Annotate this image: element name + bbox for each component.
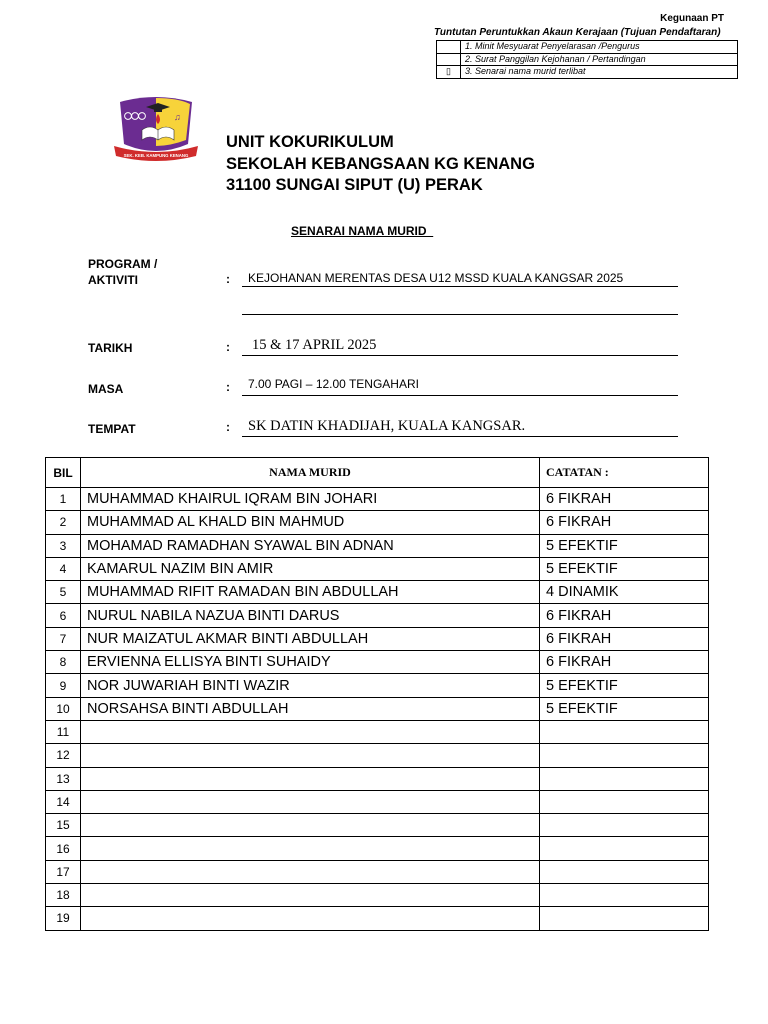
- remark-cell[interactable]: 4 DINAMIK: [540, 581, 709, 604]
- remark-cell[interactable]: [540, 767, 709, 790]
- student-list-table: [45, 457, 709, 931]
- row-number: 13: [46, 767, 81, 790]
- student-name-cell[interactable]: ERVIENNA ELLISYA BINTI SUHAIDY: [81, 651, 540, 674]
- row-number: 5: [46, 581, 81, 604]
- table-row: [46, 674, 709, 697]
- student-name-cell[interactable]: [81, 790, 540, 813]
- date-label: TARIKH: [88, 341, 133, 355]
- unit-name: UNIT KOKURIKULUM: [226, 133, 394, 151]
- row-number: 2: [46, 511, 81, 534]
- table-row: [46, 860, 709, 883]
- table-row: [46, 837, 709, 860]
- student-name-cell[interactable]: [81, 744, 540, 767]
- program-value[interactable]: KEJOHANAN MERENTAS DESA U12 MSSD KUALA KANGSAR 2025: [242, 269, 678, 287]
- row-number: 10: [46, 697, 81, 720]
- row-number: 4: [46, 557, 81, 580]
- table-row: [46, 627, 709, 650]
- student-name-cell[interactable]: [81, 884, 540, 907]
- table-row: [46, 488, 709, 511]
- table-row: [46, 604, 709, 627]
- table-row: [46, 651, 709, 674]
- time-colon: :: [226, 380, 230, 394]
- column-header-catatan: CATATAN :: [540, 458, 709, 488]
- checklist-label: 1. Minit Mesyuarat Penyelarasan /Pengurus: [461, 41, 738, 54]
- remark-cell[interactable]: [540, 790, 709, 813]
- music-notes-icon: ♫: [174, 112, 181, 122]
- remark-cell[interactable]: 6 FIKRAH: [540, 627, 709, 650]
- table-row: [46, 907, 709, 930]
- remark-cell[interactable]: [540, 907, 709, 930]
- student-name-cell[interactable]: KAMARUL NAZIM BIN AMIR: [81, 557, 540, 580]
- remark-cell[interactable]: 6 FIKRAH: [540, 604, 709, 627]
- row-number: 9: [46, 674, 81, 697]
- remark-cell[interactable]: 6 FIKRAH: [540, 511, 709, 534]
- checkbox[interactable]: [437, 53, 461, 66]
- row-number: 17: [46, 860, 81, 883]
- table-row: [46, 511, 709, 534]
- remark-cell[interactable]: 5 EFEKTIF: [540, 697, 709, 720]
- row-number: 14: [46, 790, 81, 813]
- remark-cell[interactable]: 6 FIKRAH: [540, 651, 709, 674]
- student-name-cell[interactable]: [81, 720, 540, 743]
- remark-cell[interactable]: 5 EFEKTIF: [540, 557, 709, 580]
- checklist-item: [437, 53, 738, 66]
- program-value-line2[interactable]: [242, 297, 678, 315]
- checkbox[interactable]: ▯: [437, 66, 461, 79]
- remark-cell[interactable]: [540, 884, 709, 907]
- claim-title: Tuntutan Peruntukkan Akaun Kerajaan (Tujuan Pendaftaran): [434, 27, 721, 38]
- table-row: [46, 814, 709, 837]
- row-number: 8: [46, 651, 81, 674]
- table-row: [46, 720, 709, 743]
- program-colon: :: [226, 272, 230, 286]
- student-name-cell[interactable]: [81, 767, 540, 790]
- table-row: [46, 767, 709, 790]
- row-number: 3: [46, 534, 81, 557]
- row-number: 11: [46, 720, 81, 743]
- school-address: 31100 SUNGAI SIPUT (U) PERAK: [226, 176, 483, 194]
- student-name-cell[interactable]: NORSAHSA BINTI ABDULLAH: [81, 697, 540, 720]
- table-row: [46, 581, 709, 604]
- school-name: SEKOLAH KEBANGSAAN KG KENANG: [226, 154, 535, 173]
- student-name-cell[interactable]: [81, 814, 540, 837]
- date-colon: :: [226, 340, 230, 354]
- date-value[interactable]: 15 & 17 APRIL 2025: [242, 335, 678, 356]
- student-name-cell[interactable]: MOHAMAD RAMADHAN SYAWAL BIN ADNAN: [81, 534, 540, 557]
- remark-cell[interactable]: [540, 744, 709, 767]
- table-row: [46, 790, 709, 813]
- remark-cell[interactable]: 6 FIKRAH: [540, 488, 709, 511]
- row-number: 15: [46, 814, 81, 837]
- student-name-cell[interactable]: NOR JUWARIAH BINTI WAZIR: [81, 674, 540, 697]
- venue-value[interactable]: SK DATIN KHADIJAH, KUALA KANGSAR.: [242, 416, 678, 437]
- student-name-cell[interactable]: [81, 907, 540, 930]
- remark-cell[interactable]: 5 EFEKTIF: [540, 674, 709, 697]
- row-number: 7: [46, 627, 81, 650]
- school-logo: [112, 94, 200, 170]
- school-heading: [226, 132, 535, 197]
- remark-cell[interactable]: [540, 837, 709, 860]
- time-label: MASA: [88, 382, 124, 396]
- table-header-row: [46, 458, 709, 488]
- time-value[interactable]: 7.00 PAGI – 12.00 TENGAHARI: [242, 375, 678, 396]
- student-name-cell[interactable]: NUR MAIZATUL AKMAR BINTI ABDULLAH: [81, 627, 540, 650]
- usage-note: Kegunaan PT: [660, 13, 724, 24]
- program-label: [88, 256, 157, 288]
- remark-cell[interactable]: [540, 860, 709, 883]
- checklist-label: 3. Senarai nama murid terlibat: [461, 66, 738, 79]
- table-row: [46, 557, 709, 580]
- checkbox[interactable]: [437, 41, 461, 54]
- student-name-cell[interactable]: MUHAMMAD AL KHALD BIN MAHMUD: [81, 511, 540, 534]
- document-title: SENARAI NAMA MURID: [291, 224, 434, 238]
- remark-cell[interactable]: [540, 720, 709, 743]
- document-checklist: [436, 40, 738, 79]
- student-name-cell[interactable]: MUHAMMAD RIFIT RAMADAN BIN ABDULLAH: [81, 581, 540, 604]
- table-row: [46, 744, 709, 767]
- table-row: [46, 697, 709, 720]
- row-number: 6: [46, 604, 81, 627]
- column-header-bil: BIL: [46, 458, 81, 488]
- logo-ribbon-text: SEK. KEB. KAMPUNG KENANG: [123, 153, 189, 158]
- row-number: 18: [46, 884, 81, 907]
- venue-label: TEMPAT: [88, 422, 136, 436]
- remark-cell[interactable]: [540, 814, 709, 837]
- table-row: [46, 884, 709, 907]
- program-label-line2: AKTIVITI: [88, 273, 138, 287]
- student-name-cell[interactable]: [81, 860, 540, 883]
- remark-cell[interactable]: 5 EFEKTIF: [540, 534, 709, 557]
- student-name-cell[interactable]: MUHAMMAD KHAIRUL IQRAM BIN JOHARI: [81, 488, 540, 511]
- row-number: 19: [46, 907, 81, 930]
- student-name-cell[interactable]: [81, 837, 540, 860]
- table-row: [46, 534, 709, 557]
- checklist-item: [437, 66, 738, 79]
- student-name-cell[interactable]: NURUL NABILA NAZUA BINTI DARUS: [81, 604, 540, 627]
- checklist-label: 2. Surat Panggilan Kejohanan / Pertandingan: [461, 53, 738, 66]
- venue-colon: :: [226, 420, 230, 434]
- row-number: 12: [46, 744, 81, 767]
- checklist-item: [437, 41, 738, 54]
- row-number: 16: [46, 837, 81, 860]
- program-label-line1: PROGRAM /: [88, 257, 158, 271]
- row-number: 1: [46, 488, 81, 511]
- column-header-nama: NAMA MURID: [81, 458, 540, 488]
